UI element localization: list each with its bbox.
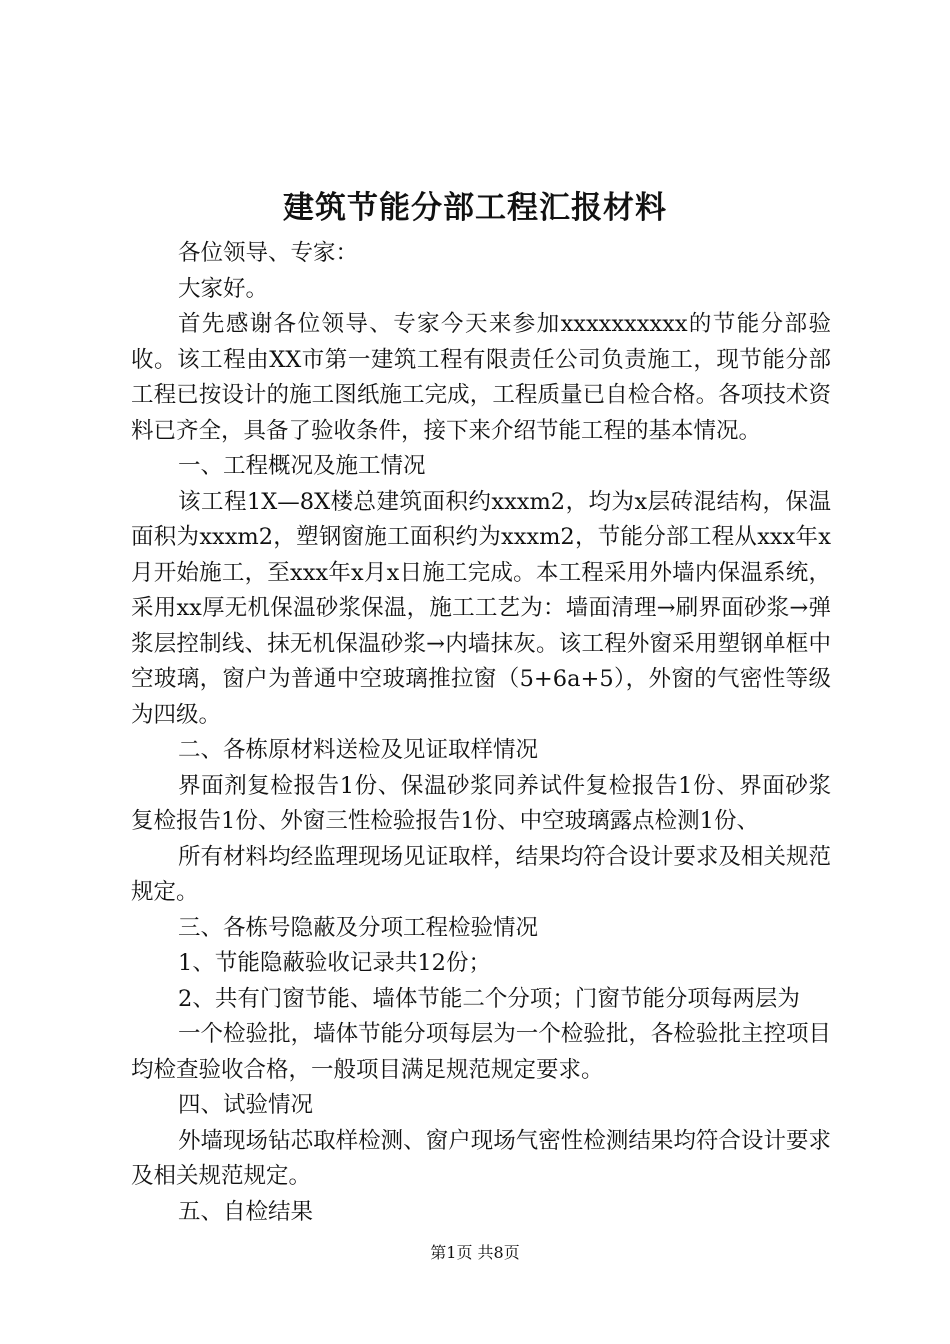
paragraph-inspection-lots: 一个检验批，墙体节能分项每层为一个检验批，各检验批主控项目均检查验收合格，一般项目满足规范规定要求。 (131, 1021, 831, 1083)
section-heading-4: 四、试验情况 (178, 1092, 314, 1118)
list-item-2: 2、共有门窗节能、墙体节能二个分项；门窗节能分项每两层为 (178, 985, 800, 1012)
page-number-footer: 第1页 共8页 (430, 1243, 520, 1262)
paragraph-sampling-result: 所有材料均经监理现场见证取样，结果均符合设计要求及相关规范规定。 (131, 843, 831, 905)
paragraph-intro: 首先感谢各位领导、专家今天来参加xxxxxxxxxx的节能分部验收。该工程由XX市第一建筑工程有限责任公司负责施工，现节能分部工程已按设计的施工图纸施工完成，工程质量已自检合格。各项技术资料已齐全，具备了验收条件，接下来介绍节能工程的基本情况。 (131, 311, 831, 444)
paragraph-material-reports: 界面剂复检报告1份、保温砂浆同养试件复检报告1份、界面砂浆复检报告1份、外窗三性检验报告1份、中空玻璃露点检测1份、 (131, 772, 831, 834)
section-heading-5: 五、自检结果 (178, 1198, 314, 1225)
document-title: 建筑节能分部工程汇报材料 (283, 190, 667, 226)
paragraph-salutation: 各位领导、专家： (178, 240, 359, 266)
paragraph-greeting: 大家好。 (178, 275, 269, 302)
document-body (131, 236, 831, 1230)
section-heading-1: 一、工程概况及施工情况 (178, 453, 426, 479)
section-heading-3: 三、各栋号隐蔽及分项工程检验情况 (178, 914, 539, 941)
paragraph-project-overview: 该工程1X—8X楼总建筑面积约xxxm2，均为x层砖混结构，保温面积为xxxm2，塑钢窗施工面积约为xxxm2，节能分部工程从xxx年x月开始施工，至xxx年x月x日施工完成。本工程采用外墙内保温系统，采用xx厚无机保温砂浆保温，施工工艺为：墙面清理→刷界面砂浆→弹浆层控制线、抹无机保温砂浆→内墙抹灰。该工程外窗采用塑钢单框中空玻璃，窗户为普通中空玻璃推拉窗（5+6a+5），外窗的气密性等级为四级。 (131, 488, 831, 728)
paragraph-test-results: 外墙现场钻芯取样检测、窗户现场气密性检测结果均符合设计要求及相关规范规定。 (131, 1127, 831, 1189)
section-heading-2: 二、各栋原材料送检及见证取样情况 (178, 737, 539, 763)
list-item-1: 1、节能隐蔽验收记录共12份； (178, 950, 491, 976)
